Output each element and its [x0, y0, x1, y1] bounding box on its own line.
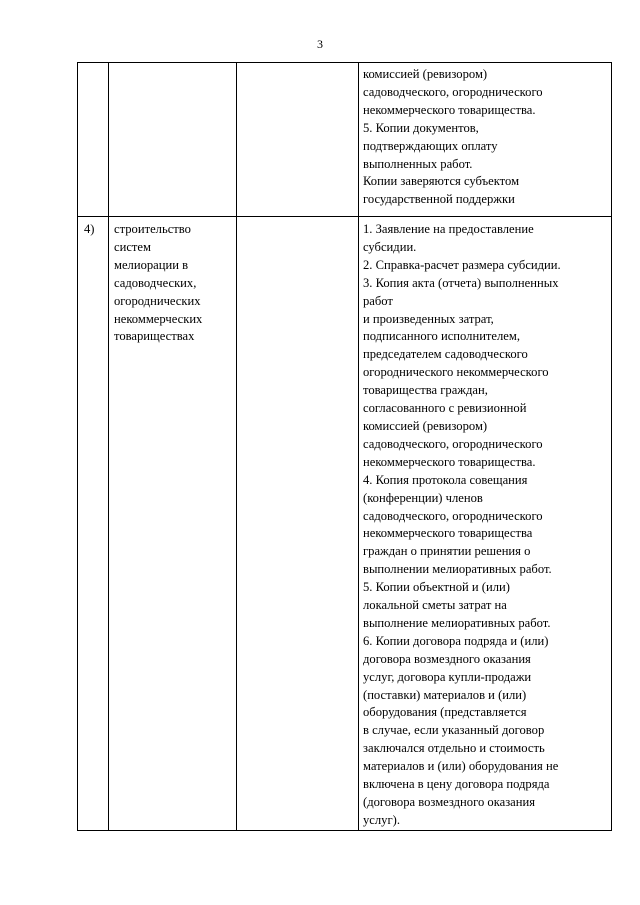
- text-line: работ: [363, 293, 393, 308]
- text-line: (договора возмездного оказания: [363, 795, 536, 809]
- text-line: 5. Копии документов,: [363, 120, 479, 135]
- text-line: в случае, если указанный договор: [363, 723, 545, 738]
- text-line: граждан о принятии решения о: [363, 544, 531, 559]
- documents-cell: [359, 63, 612, 217]
- text-line: выполнение мелиоративных работ.: [363, 615, 551, 630]
- documents-text: [363, 221, 607, 830]
- text-line: товарищества граждан,: [363, 383, 488, 398]
- text-line: подписанного исполнителем,: [363, 329, 521, 344]
- text-line: некоммерческого товарищества.: [363, 454, 536, 469]
- text-line: 5. Копии объектной и (или): [363, 580, 510, 595]
- text-line: подтверждающих оплату: [363, 138, 498, 153]
- text-line: систем: [114, 239, 151, 254]
- text-line: материалов и (или) оборудования не: [363, 759, 559, 774]
- text-line: государственной поддержки: [363, 192, 515, 207]
- text-line: садоводческого, огороднического: [363, 84, 543, 99]
- text-line: (поставки) материалов и (или): [363, 687, 527, 702]
- purpose-text: [114, 221, 232, 346]
- table-row: [78, 63, 612, 217]
- text-line: оборудования (представляется: [363, 705, 527, 720]
- text-line: садоводческого, огороднического: [363, 436, 543, 451]
- text-line: огороднических: [114, 293, 201, 308]
- text-line: заключался отдельно и стоимость: [363, 741, 545, 756]
- empty-cell: [237, 63, 359, 217]
- text-line: 6. Копии договора подряда и (или): [363, 633, 549, 648]
- purpose-cell: [109, 63, 237, 217]
- row-number-cell: [78, 63, 109, 217]
- text-line: выполнении мелиоративных работ.: [363, 562, 552, 577]
- text-line: комиссией (ревизором): [363, 418, 488, 433]
- purpose-cell: [109, 217, 237, 831]
- text-line: садоводческих,: [114, 275, 197, 290]
- row-number-cell: 4): [78, 217, 109, 831]
- documents-text: [363, 66, 607, 209]
- text-line: услуг, договора купли-продажи: [363, 669, 532, 684]
- text-line: 1. Заявление на предоставление: [363, 222, 534, 236]
- text-line: некоммерческого товарищества.: [363, 102, 536, 117]
- text-line: договора возмездного оказания: [363, 651, 531, 666]
- text-line: товариществах: [114, 329, 195, 344]
- text-line: выполненных работ.: [363, 156, 473, 171]
- text-line: согласованного с ревизионной: [363, 401, 527, 416]
- text-line: субсидии.: [363, 239, 417, 254]
- text-line: некоммерческих: [114, 311, 203, 326]
- text-line: и произведенных затрат,: [363, 311, 494, 326]
- text-line: строительство: [114, 222, 191, 236]
- documents-cell: [359, 217, 612, 831]
- text-line: садоводческого, огороднического: [363, 508, 543, 523]
- text-line: 2. Справка-расчет размера субсидии.: [363, 257, 561, 272]
- text-line: локальной сметы затрат на: [363, 598, 507, 613]
- table-row: [78, 217, 612, 831]
- text-line: председателем садоводческого: [363, 347, 528, 362]
- text-line: услуг).: [363, 812, 400, 827]
- text-line: 4. Копия протокола совещания: [363, 472, 528, 487]
- page-number: 3: [317, 37, 323, 51]
- text-line: 3. Копия акта (отчета) выполненных: [363, 275, 559, 290]
- empty-cell: [237, 217, 359, 831]
- text-line: включена в цену договора подряда: [363, 777, 550, 792]
- text-line: мелиорации в: [114, 257, 189, 272]
- text-line: комиссией (ревизором): [363, 67, 488, 81]
- text-line: некоммерческого товарищества: [363, 526, 533, 541]
- subsidy-documents-table: [77, 62, 612, 831]
- text-line: огороднического некоммерческого: [363, 365, 549, 380]
- text-line: Копии заверяются субъектом: [363, 174, 520, 189]
- text-line: (конференции) членов: [363, 490, 483, 505]
